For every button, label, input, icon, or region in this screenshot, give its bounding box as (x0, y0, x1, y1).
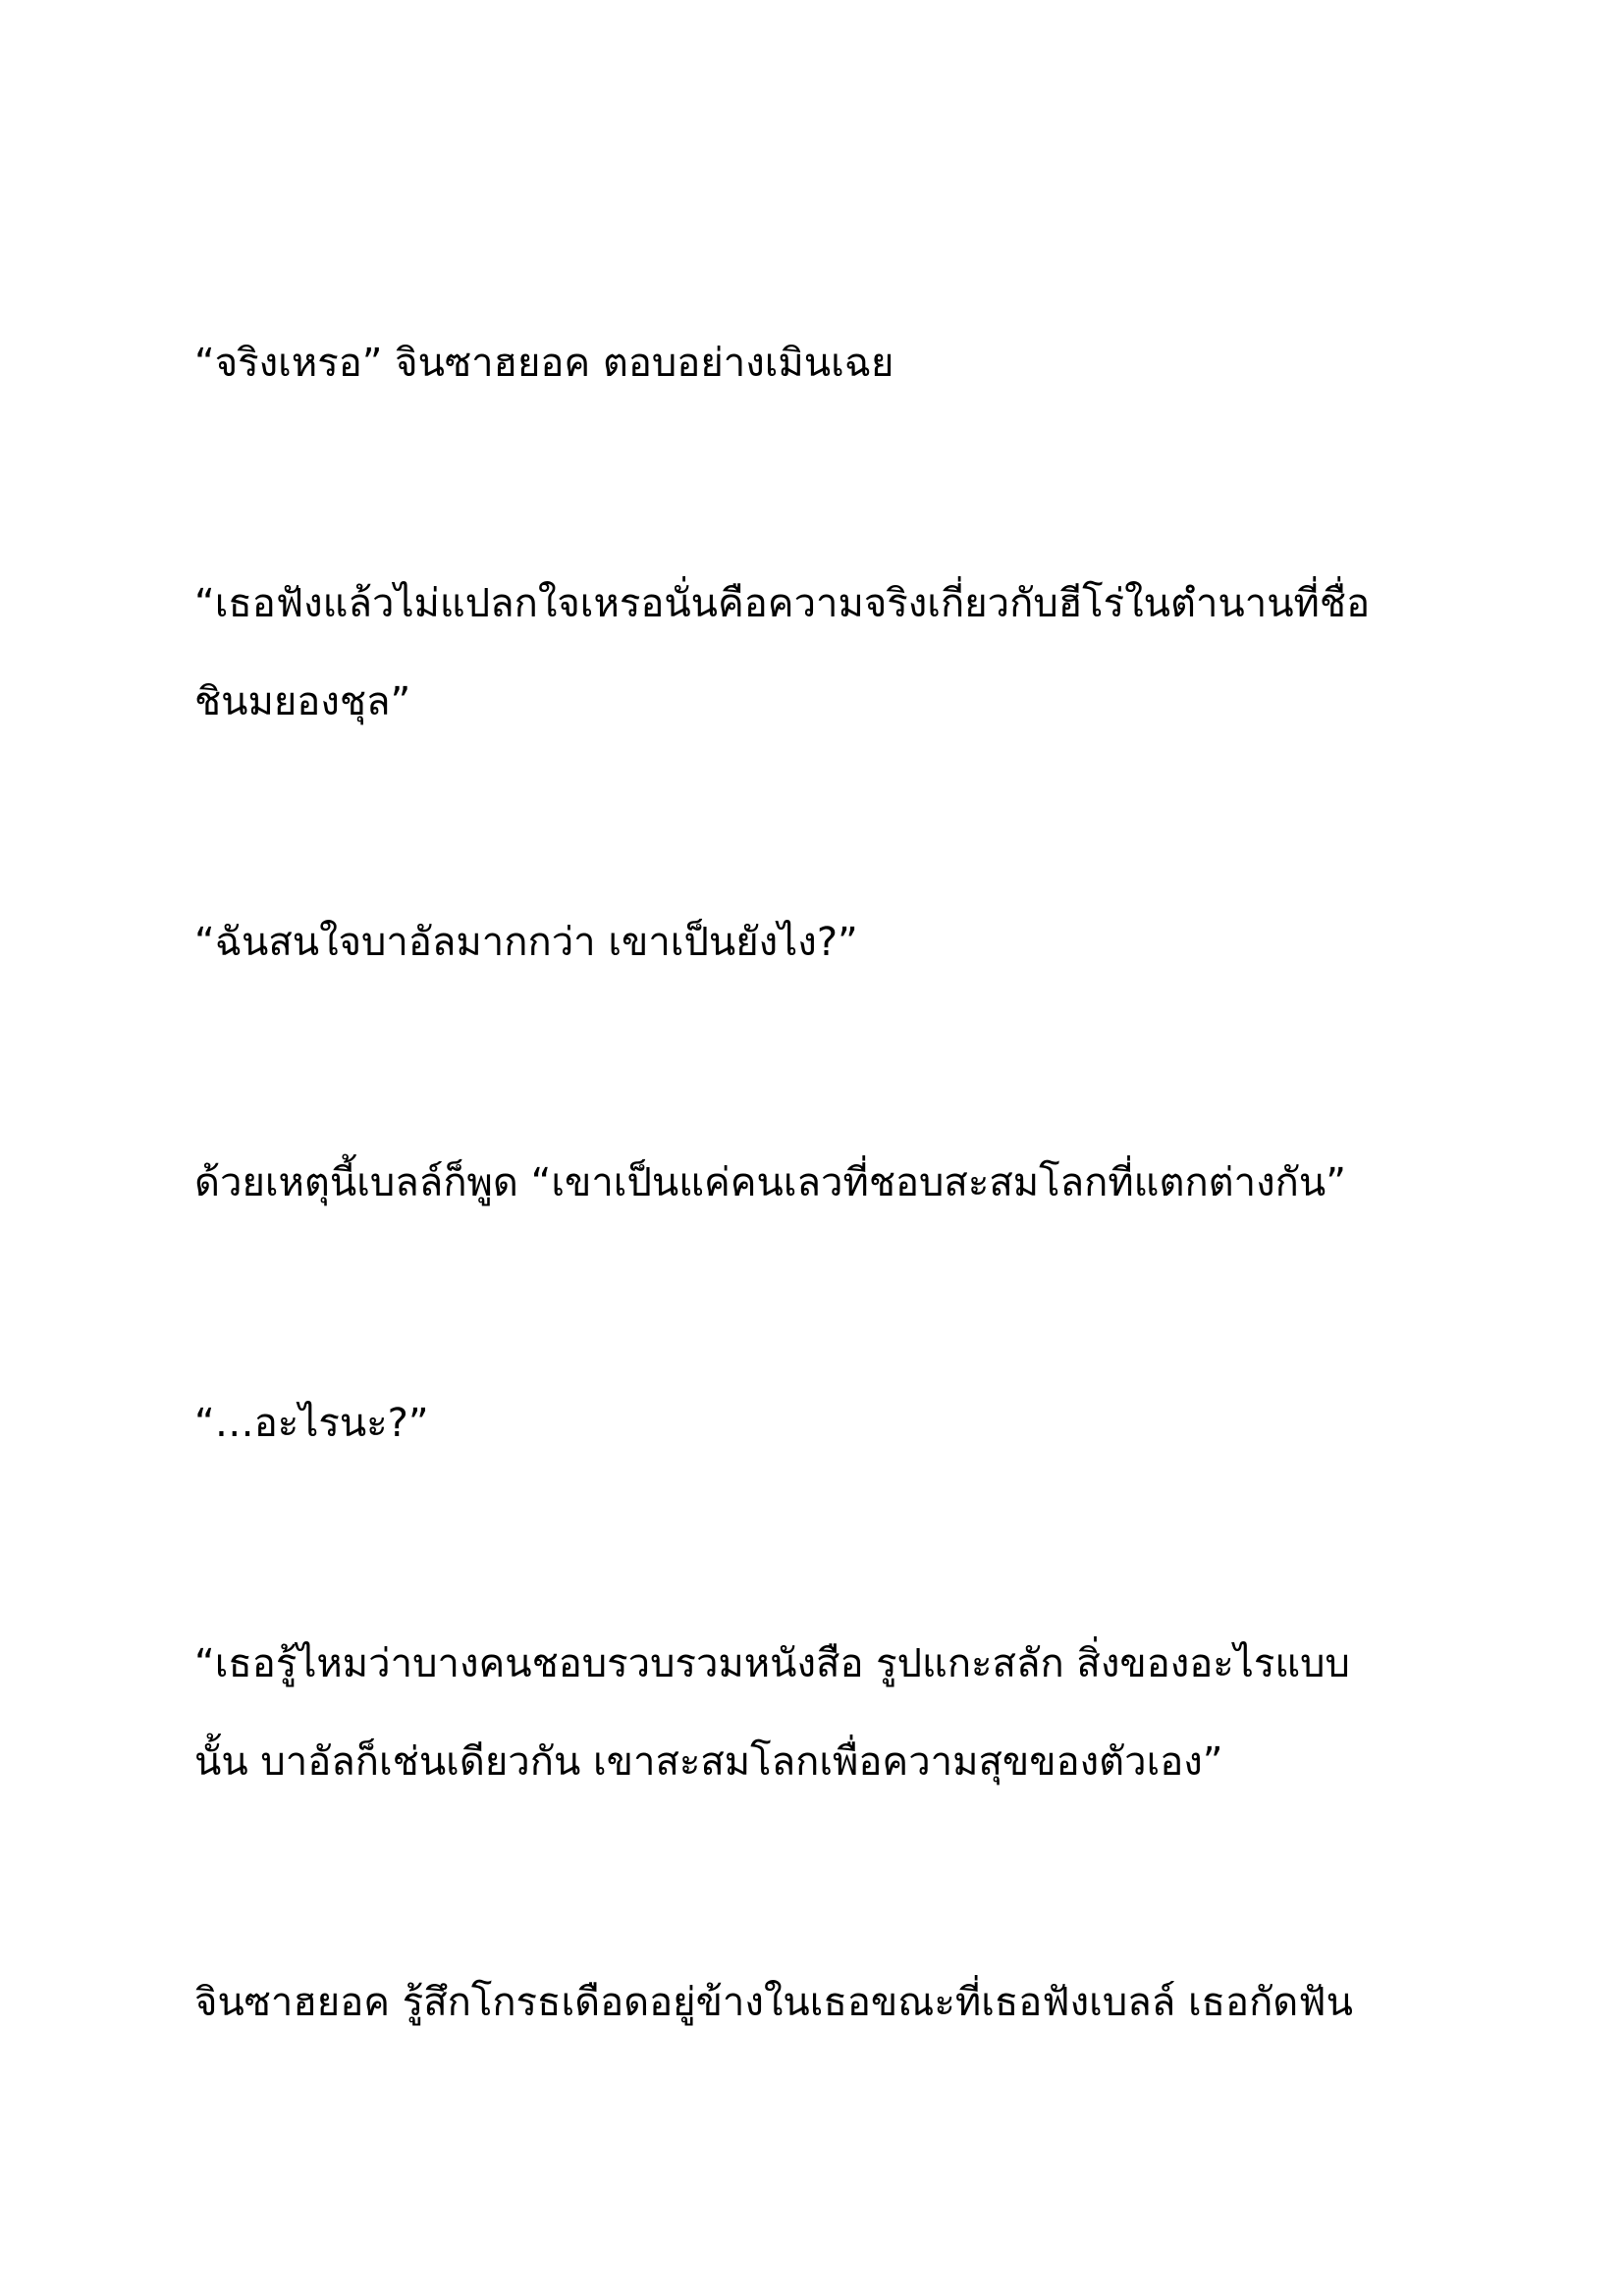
paragraph-1 (194, 314, 1441, 412)
paragraph-4 (194, 1134, 1441, 1232)
paragraph-line: “เธอรู้ไหมว่าบางคนชอบรวบรวมหนังสือ รูปแกะสลัก สิ่งของอะไรแบบ (194, 1641, 1350, 1686)
paragraph-6 (194, 1615, 1441, 1811)
paragraph-7 (194, 1953, 1441, 2052)
paragraph-line: ชินมยองชุล” (194, 679, 411, 724)
paragraph-line: นั้น บาอัลก็เช่นเดียวกัน เขาสะสมโลกเพื่อความสุขของตัวเอง” (194, 1739, 1223, 1785)
paragraph-3 (194, 893, 1441, 991)
paragraph-line: “จริงเหรอ” จินซาฮยอค ตอบอย่างเมินเฉย (194, 341, 894, 386)
paragraph-5 (194, 1374, 1441, 1472)
paragraph-2 (194, 555, 1441, 751)
paragraph-line: จินซาฮยอค รู้สึกโกรธเดือดอยู่ข้างในเธอขณะที่เธอฟังเบลล์ เธอกัดฟัน (194, 1980, 1353, 2025)
paragraph-line: “เธอฟังแล้วไม่แปลกใจเหรอนั่นคือความจริงเกี่ยวกับฮีโร่ในตำนานที่ชื่อ (194, 581, 1371, 626)
paragraph-line: ด้วยเหตุนี้เบลล์ก็พูด “เขาเป็นแค่คนเลวที่ชอบสะสมโลกที่แตกต่างกัน” (194, 1160, 1346, 1205)
paragraph-line: “ฉันสนใจบาอัลมากกว่า เขาเป็นยังไง?” (194, 920, 858, 965)
paragraph-line: “…อะไรนะ?” (194, 1401, 429, 1446)
